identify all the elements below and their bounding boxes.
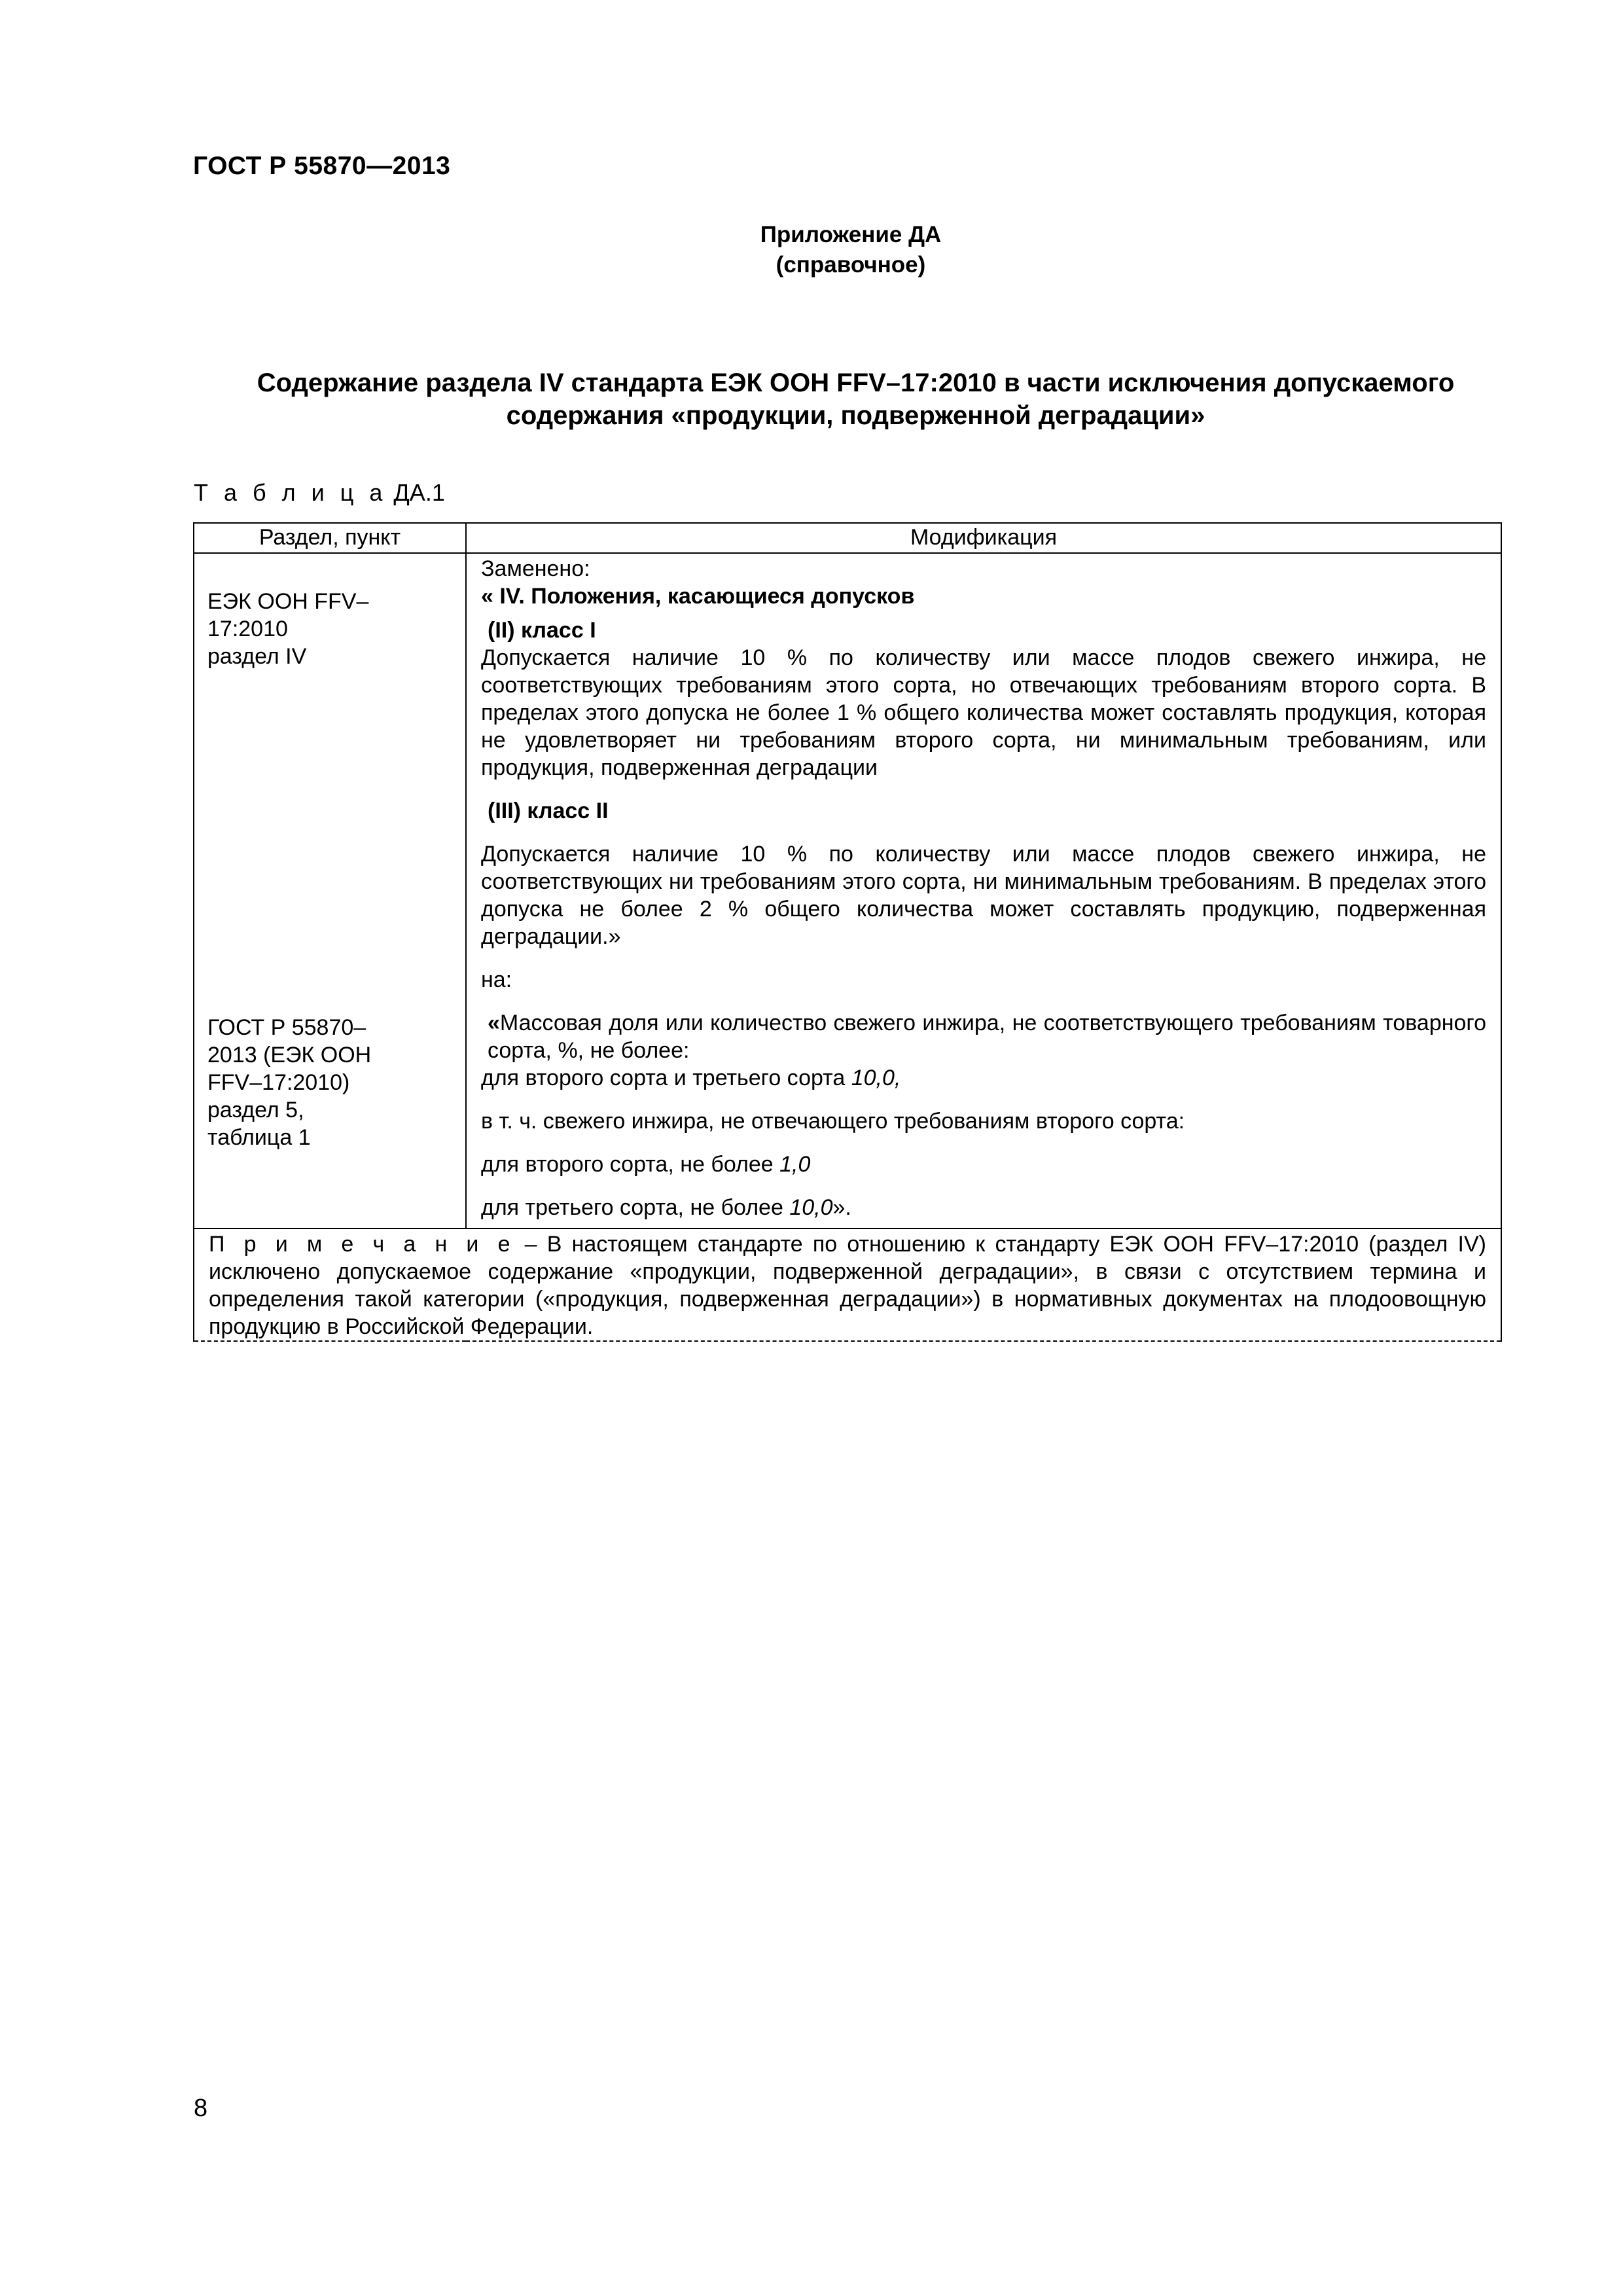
line-third-label: для третьего сорта, не более bbox=[481, 1195, 783, 1220]
table-body-row bbox=[194, 553, 1501, 1229]
note-text: – В настоящем стандарте по отношению к стандарту ЕЭК ООН FFV–17:2010 (раздел IV) исключено допускаемое содержание «продукции, подверженной деградации», в связи с отсутствием термина и определения такой категории («продукция, подверженная деградации») в нормативных документах на плодоовощную продукцию в Российской Федерации. bbox=[209, 1232, 1486, 1339]
replaced-label: Заменено: bbox=[481, 556, 590, 581]
header-modification: Модификация bbox=[466, 523, 1501, 553]
table-note-row bbox=[194, 1229, 1501, 1341]
section-a-line: 17:2010 bbox=[207, 617, 288, 641]
table-label-prefix: Т а б л и ц а bbox=[194, 479, 387, 506]
annex-heading-line1: Содержание раздела IV стандарта ЕЭК ООН FFV–17:2010 в части исключения допускаемого bbox=[257, 368, 1455, 397]
page-number: 8 bbox=[194, 2094, 208, 2122]
header-section: Раздел, пункт bbox=[194, 523, 466, 553]
modification-table bbox=[193, 522, 1502, 1342]
table-label-number: ДА.1 bbox=[393, 479, 445, 506]
line-third bbox=[481, 1194, 1486, 1221]
annex-heading bbox=[216, 367, 1495, 432]
section-a-line: ЕЭК ООН FFV– bbox=[207, 589, 369, 614]
class1-text: Допускается наличие 10 % по количеству или массе плодов свежего инжира, не соответствующих требованиям этого сорта, но отвечающих требованиям второго сорта. В пределах этого допуска не более 1 % общего количества может составлять продукция, которая не удовлетворяет ни требованиям второго сорта, ни минимальным требованиям, или продукция, подверженная деградации bbox=[481, 645, 1486, 780]
document-code: ГОСТ Р 55870—2013 bbox=[193, 152, 451, 180]
value-second-third: 10,0, bbox=[851, 1066, 901, 1090]
table-label bbox=[194, 479, 445, 507]
line-second-third bbox=[481, 1064, 1486, 1092]
section-b-line: раздел 5, bbox=[207, 1098, 304, 1122]
tolerances-title: « IV. Положения, касающиеся допусков bbox=[481, 584, 915, 609]
section-b-line: таблица 1 bbox=[207, 1125, 311, 1150]
new-text-body: Массовая доля или количество свежего инжира, не соответствующего требованиям товарного сорта, %, не более: bbox=[488, 1011, 1486, 1063]
note-label: П р и м е ч а н и е bbox=[209, 1232, 515, 1257]
annex-heading-line2: содержания «продукции, подверженной деградации» bbox=[506, 401, 1205, 430]
annex-title: Приложение ДА bbox=[760, 222, 942, 247]
annex-subtitle: (справочное) bbox=[776, 252, 926, 278]
value-third: 10,0 bbox=[789, 1195, 833, 1220]
on-label: на: bbox=[481, 967, 512, 992]
table-header-row bbox=[194, 523, 1501, 553]
line-second-label: для второго сорта, не более bbox=[481, 1152, 774, 1177]
section-ece-reference bbox=[207, 588, 456, 670]
new-text bbox=[481, 1009, 1486, 1064]
section-b-line: ГОСТ Р 55870– bbox=[207, 1015, 366, 1040]
section-cell bbox=[194, 553, 466, 1229]
note-cell bbox=[194, 1229, 1501, 1341]
closing-quote: ». bbox=[832, 1195, 851, 1220]
new-open-quote: « bbox=[488, 1011, 500, 1035]
section-a-line: раздел IV bbox=[207, 644, 307, 669]
line-second bbox=[481, 1151, 1486, 1178]
class2-text: Допускается наличие 10 % по количеству или массе плодов свежего инжира, не соответствующих ни требованиям этого сорта, ни минимальным требованиям. В пределах этого допуска не более 2 % общего количества может составлять продукцию, подверженная деградации.» bbox=[481, 842, 1486, 949]
line-second-third-label: для второго сорта и третьего сорта bbox=[481, 1066, 846, 1090]
section-gost-reference bbox=[207, 1014, 456, 1151]
including-line: в т. ч. свежего инжира, не отвечающего требованиям второго сорта: bbox=[481, 1109, 1185, 1134]
class2-title: (III) класс II bbox=[488, 798, 609, 823]
value-second: 1,0 bbox=[779, 1152, 811, 1177]
section-b-line: FFV–17:2010) bbox=[207, 1070, 350, 1095]
class1-title: (II) класс I bbox=[488, 618, 596, 643]
modification-cell bbox=[466, 553, 1501, 1229]
section-b-line: 2013 (ЕЭК ООН bbox=[207, 1043, 372, 1067]
